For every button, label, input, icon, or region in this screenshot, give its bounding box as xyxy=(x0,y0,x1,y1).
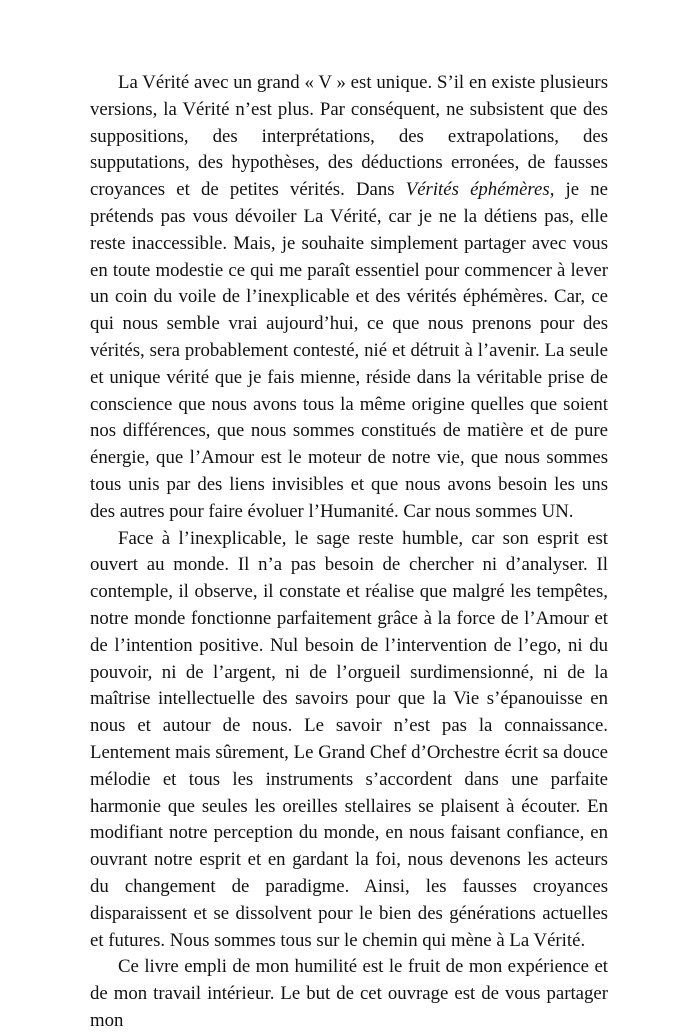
paragraph-3: Ce livre empli de mon humilité est le fruit de mon expérience et de mon travail intérieur. Le but de cet ouvrage est de vous partager mon xyxy=(90,956,608,1031)
paragraph-1-text-start: La Vérité avec un grand « V » est unique. S’il en existe plusieurs versions, la Vérité n’est plus. Par conséquent, ne subsistent que des suppositions, des interprétations, des extrapolations, des supputations, des hypothèses, des déductions erronées, de fausses croyances et de petites vérités. Dans xyxy=(90,72,608,201)
book-title-italic: Vérités éphémères xyxy=(405,179,550,201)
page-body xyxy=(90,70,608,1035)
paragraph-1 xyxy=(90,70,608,526)
paragraph-2: Face à l’inexplicable, le sage reste humble, car son esprit est ouvert au monde. Il n’a pas besoin de chercher ni d’analyser. Il contemple, il observe, il constate et réalise que malgré les tempêtes, notre monde fonctionne parfaitement grâce à la force de l’Amour et de l’intention positive. Nul besoin de l’intervention de l’ego, ni du pouvoir, ni de l’argent, ni de l’orgueil surdimensionné, ni de la maîtrise intellectuelle des savoirs pour que la Vie s’épanouisse en nous et autour de nous. Le savoir n’est pas la connaissance. Lentement mais sûrement, Le Grand Chef d’Orchestre écrit sa douce mélodie et tous les instruments s’accordent dans une parfaite harmonie que seules les oreilles stellaires se plaisent à écouter. En modifiant notre perception du monde, en nous faisant confiance, en ouvrant notre esprit et en gardant la foi, nous devenons les acteurs du changement de paradigme. Ainsi, les fausses croyances disparaissent et se dissolvent pour le bien des générations actuelles et futures. Nous sommes tous sur le chemin qui mène à La Vérité. xyxy=(90,527,608,951)
paragraph-1-text-end: , je ne prétends pas vous dévoiler La Vérité, car je ne la détiens pas, elle reste inaccessible. Mais, je souhaite simplement partager avec vous en toute modestie ce qui me paraît essentiel pour commencer à lever un coin du voile de l’inexplicable et des vérités éphémères. Car, ce qui nous semble vrai aujourd’hui, ce que nous prenons pour des vérités, sera probablement contesté, nié et détruit à l’avenir. La seule et unique vérité que je fais mienne, réside dans la véritable prise de conscience que nous avons tous la même origine quelles que soient nos différences, que nous sommes constitués de matière et de pure énergie, que l’Amour est le moteur de notre vie, que nous sommes tous unis par des liens invisibles et que nous avons besoin les uns des autres pour faire évoluer l’Humanité. Car nous sommes UN. xyxy=(90,179,608,522)
